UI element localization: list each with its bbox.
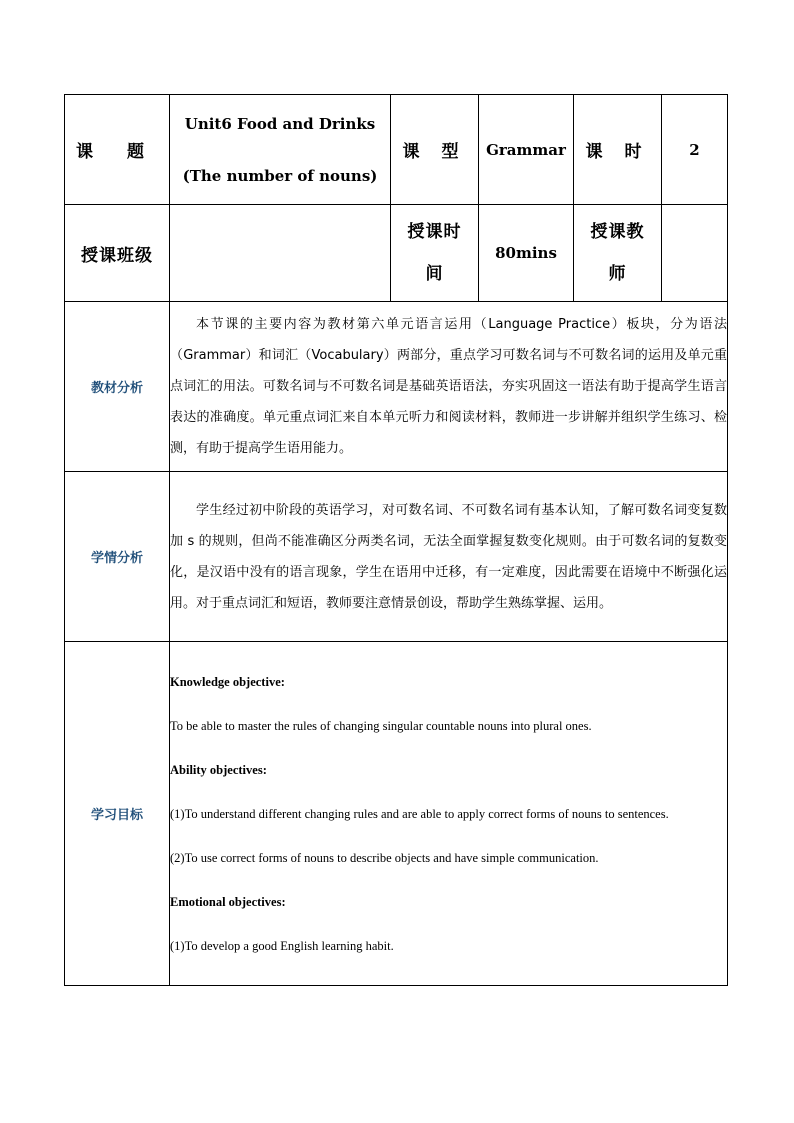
class-label-cell xyxy=(65,205,170,302)
time-label-cell xyxy=(391,205,479,302)
periods-label: 课 时 xyxy=(585,142,650,162)
objectives-row xyxy=(65,642,728,986)
teacher-label-line2: 师 xyxy=(608,264,627,284)
emotional-item-1: (1)To develop a good English learning habit. xyxy=(170,938,394,953)
objectives-label-cell xyxy=(65,642,170,986)
time-value-cell xyxy=(479,205,574,302)
objectives-label: 学习目标 xyxy=(90,808,143,823)
textbook-row xyxy=(65,302,728,472)
emotional-heading: Emotional objectives: xyxy=(170,894,286,909)
students-label-cell xyxy=(65,472,170,642)
knowledge-text: To be able to master the rules of changing singular countable nouns into plural ones. xyxy=(170,718,592,733)
students-label: 学情分析 xyxy=(90,551,143,566)
unit-title-cell xyxy=(170,95,391,205)
time-label-line2: 间 xyxy=(425,264,444,284)
time-label-line1: 授课时 xyxy=(407,222,462,242)
topic-label-cell xyxy=(65,95,170,205)
teacher-value-cell xyxy=(662,205,728,302)
ability-item-1: (1)To understand different changing rules and are able to apply correct forms of nouns to sentences. xyxy=(170,806,669,821)
ability-item-2: (2)To use correct forms of nouns to describe objects and have simple communication. xyxy=(170,850,599,865)
ability-heading: Ability objectives: xyxy=(170,762,267,777)
time-value: 80mins xyxy=(495,244,557,262)
class-value-cell xyxy=(170,205,391,302)
type-label: 课 型 xyxy=(402,142,467,162)
type-label-cell xyxy=(391,95,479,205)
periods-label-cell xyxy=(574,95,662,205)
class-label: 授课班级 xyxy=(81,245,153,266)
students-analysis-text: 学生经过初中阶段的英语学习，对可数名词、不可数名词有基本认知，了解可数名词变复数加 s 的规则，但尚不能准确区分两类名词，无法全面掌握复数变化规则。由于可数名词的复数变化，是汉语中没有的语言现象，学生在语用中迁移，有一定难度，因此需要在语境中不断强化运用。对于重点词汇和短语，教师要注意情景创设，帮助学生熟练掌握、运用。 xyxy=(170,472,728,642)
class-row xyxy=(65,205,728,302)
topic-label: 课 题 xyxy=(76,142,158,162)
textbook-label: 教材分析 xyxy=(90,381,143,396)
unit-subtitle: (The number of nouns) xyxy=(182,166,378,185)
periods-value-cell xyxy=(662,95,728,205)
periods-value: 2 xyxy=(689,140,700,159)
students-row xyxy=(65,472,728,642)
teacher-label-cell xyxy=(574,205,662,302)
textbook-analysis-text: 本节课的主要内容为教材第六单元语言运用（Language Practice）板块，分为语法（Grammar）和词汇（Vocabulary）两部分，重点学习可数名词与不可数名词的运用及单元重点词汇的用法。可数名词与不可数名词是基础英语语法，夯实巩固这一语法有助于提高学生语言表达的准确度。单元重点词汇来自本单元听力和阅读材料，教师进一步讲解并组织学生练习、检测，有助于提高学生语用能力。 xyxy=(170,302,728,472)
textbook-label-cell xyxy=(65,302,170,472)
type-value-cell xyxy=(479,95,574,205)
teacher-label-line1: 授课教 xyxy=(590,222,645,242)
header-row xyxy=(65,95,728,205)
type-value: Grammar xyxy=(486,140,566,159)
unit-title: Unit6 Food and Drinks xyxy=(184,114,376,133)
lesson-plan-table xyxy=(64,94,728,986)
objectives-content xyxy=(170,642,728,986)
knowledge-heading: Knowledge objective: xyxy=(170,674,285,689)
